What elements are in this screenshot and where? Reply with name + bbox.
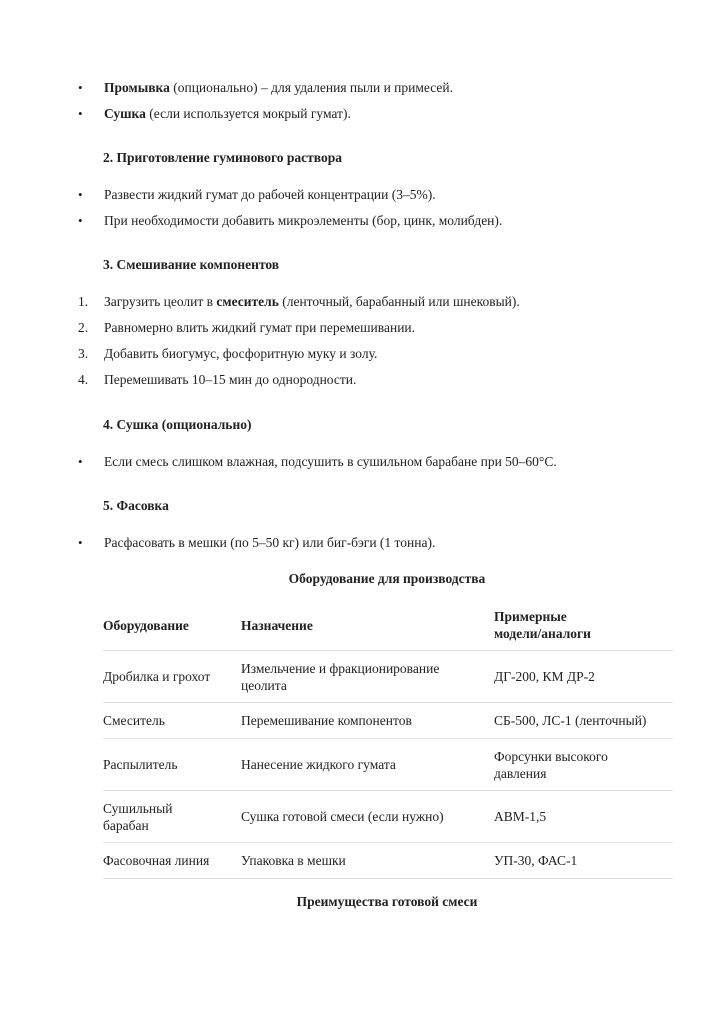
list-item-text: Перемешивать 10–15 мин до однородности. — [104, 372, 357, 387]
list-item-text: Загрузить цеолит в — [104, 294, 217, 309]
list-item-text: Равномерно влить жидкий гумат при перемешивании. — [104, 320, 416, 335]
column-header — [494, 600, 673, 651]
table-cell: АВМ-1,5 — [494, 791, 673, 843]
list-item-text: Добавить биогумус, фосфоритную муку и золу. — [104, 346, 378, 361]
bold-term: Сушка — [104, 106, 146, 121]
bullet-icon — [78, 212, 96, 230]
table-row — [103, 843, 673, 879]
table-cell — [494, 739, 673, 791]
table-header-row — [103, 600, 673, 651]
section-title: Преимущества готовой смеси — [296, 894, 478, 909]
table-row — [103, 651, 673, 703]
cell-line: давления — [494, 765, 547, 781]
table-cell — [241, 651, 494, 703]
table-row — [103, 703, 673, 739]
list-item-text: Если смесь слишком влажная, подсушить в сушильном барабане при 50–60°C. — [104, 454, 557, 469]
cell-line: Форсунки высокого — [494, 748, 608, 764]
bullet-icon — [78, 105, 96, 123]
table-cell: Смеситель — [103, 703, 241, 739]
cell-line: цеолита — [241, 677, 287, 693]
list-number: 1. — [78, 294, 89, 309]
list-item-text: (если используется мокрый гумат). — [145, 106, 351, 121]
list-item-text: Расфасовать в мешки (по 5–50 кг) или биг-бэги (1 тонна). — [104, 535, 436, 550]
table-cell: Перемешивание компонентов — [241, 703, 494, 739]
table-cell: Сушка готовой смеси (если нужно) — [241, 791, 494, 843]
section-heading: 3. Смешивание компонентов — [103, 257, 280, 272]
column-header-line: Примерные — [494, 609, 567, 624]
table-cell: Фасовочная линия — [103, 843, 241, 879]
column-header-line: модели/аналоги — [494, 626, 591, 641]
table-cell: ДГ-200, КМ ДР-2 — [494, 651, 673, 703]
bullet-icon — [78, 453, 96, 471]
table-cell: Распылитель — [103, 739, 241, 791]
equipment-table — [103, 600, 673, 879]
section-heading: 5. Фасовка — [103, 498, 169, 513]
list-number: 4. — [78, 372, 89, 387]
column-header: Назначение — [241, 600, 494, 651]
list-item-text: (ленточный, барабанный или шнековый). — [278, 294, 520, 309]
table-cell — [103, 791, 241, 843]
section-heading: 4. Сушка (опционально) — [103, 417, 252, 432]
table-title: Оборудование для производства — [288, 571, 486, 586]
table-row — [103, 791, 673, 843]
table-cell: Упаковка в мешки — [241, 843, 494, 879]
list-item-text: (опционально) – для удаления пыли и примесей. — [169, 80, 453, 95]
bold-term: смеситель — [216, 294, 279, 309]
list-number: 2. — [78, 320, 89, 335]
table-cell: СБ-500, ЛС-1 (ленточный) — [494, 703, 673, 739]
column-header: Оборудование — [103, 600, 241, 651]
list-item-text: При необходимости добавить микроэлементы (бор, цинк, молибден). — [104, 213, 503, 228]
bullet-icon — [78, 79, 96, 97]
bullet-icon — [78, 534, 96, 552]
cell-line: Сушильный — [103, 800, 173, 816]
list-item-text: Развести жидкий гумат до рабочей концентрации (3–5%). — [104, 187, 436, 202]
cell-line: Измельчение и фракционирование — [241, 660, 440, 676]
table-cell: Дробилка и грохот — [103, 651, 241, 703]
list-number: 3. — [78, 346, 89, 361]
table-row — [103, 739, 673, 791]
section-heading: 2. Приготовление гуминового раствора — [103, 150, 342, 165]
table-cell: УП-30, ФАС-1 — [494, 843, 673, 879]
table-cell: Нанесение жидкого гумата — [241, 739, 494, 791]
bold-term: Промывка — [104, 80, 170, 95]
bullet-icon — [78, 186, 96, 204]
cell-line: барабан — [103, 817, 149, 833]
